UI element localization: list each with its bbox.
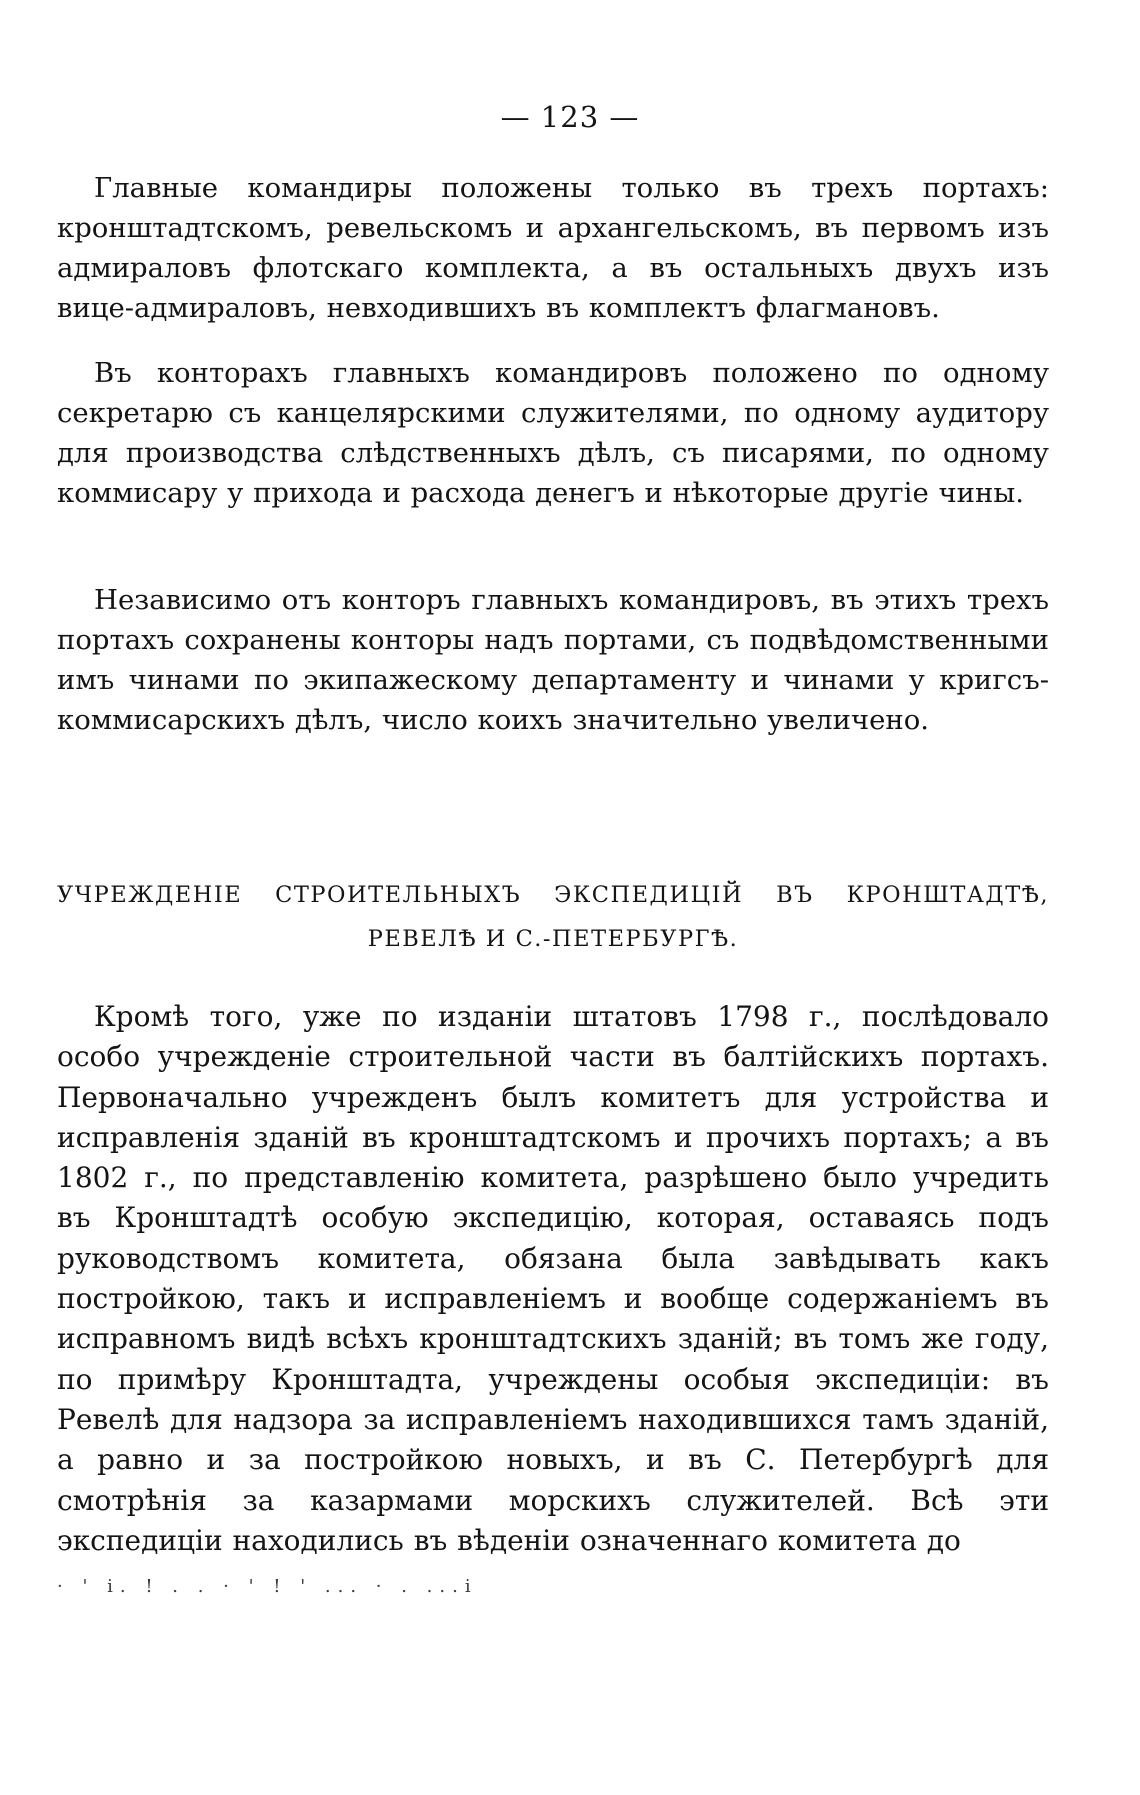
paragraph-text: Главные командиры положены только въ трехъ портахъ: кронштадтскомъ, ревельскомъ и архангельскомъ, въ первомъ изъ адмираловъ флотскаго комплекта, а въ остальныхъ двухъ изъ вице-адмираловъ, невходившихъ въ комплектъ флагмановъ. [57,172,1049,324]
paragraph-offices [57,353,1049,513]
paragraph-construction-expeditions [57,997,1049,1561]
cut-off-line: · ' і. ! . . · ' ! ' ... · . ...і [57,1578,478,1596]
paragraph-text: Въ конторахъ главныхъ командировъ положено по одному секретарю съ канцелярскими служителями, по одному аудитору для производства слѣдственныхъ дѣлъ, съ писарями, по одному коммисару у прихода и расхода денегъ и нѣкоторые другіе чины. [57,357,1049,509]
paragraph-chief-commanders [57,168,1049,328]
paragraph-port-offices [57,580,1049,740]
paragraph-text: Независимо отъ конторъ главныхъ командировъ, въ этихъ трехъ портахъ сохранены конторы надъ портами, съ подвѣдомственными имъ чинами по экипажескому департаменту и чинами у кригсъ-коммисарскихъ дѣлъ, число коихъ значительно увеличено. [57,584,1049,736]
page-number: — 123 — [500,100,640,134]
paragraph-text: Кромѣ того, уже по изданіи штатовъ 1798 г., послѣдовало особо учрежденіе строительной части въ балтійскихъ портахъ. Первоначально учрежденъ былъ комитетъ для устройства и исправленія зданій въ кронштадтскомъ и прочихъ портахъ; а въ 1802 г., по представленію комитета, разрѣшено было учредить въ Кронштадтѣ особую экспедицію, которая, оставаясь подъ руководствомъ комитета, обязана была завѣдывать какъ постройкою, такъ и исправленіемъ и вообще содержаніемъ въ исправномъ видѣ всѣхъ кронштадтскихъ зданій; въ томъ же году, по примѣру Кронштадта, учреждены особыя экспедиціи: въ Ревелѣ для надзора за исправленіемъ находившихся тамъ зданій, а равно и за постройкою новыхъ, и въ С. Петербургѣ для смотрѣнія за казармами морскихъ служителей. Всѣ эти экспедиціи находились въ вѣденіи означеннаго комитета до [57,1000,1049,1557]
section-heading: УЧРЕЖДЕНІЕ СТРОИТЕЛЬНЫХЪ ЭКСПЕДИЦІЙ ВЪ КРОНШТАДТѢ, РЕВЕЛѢ И С.-ПЕТЕРБУРГѢ. [57,882,1049,952]
